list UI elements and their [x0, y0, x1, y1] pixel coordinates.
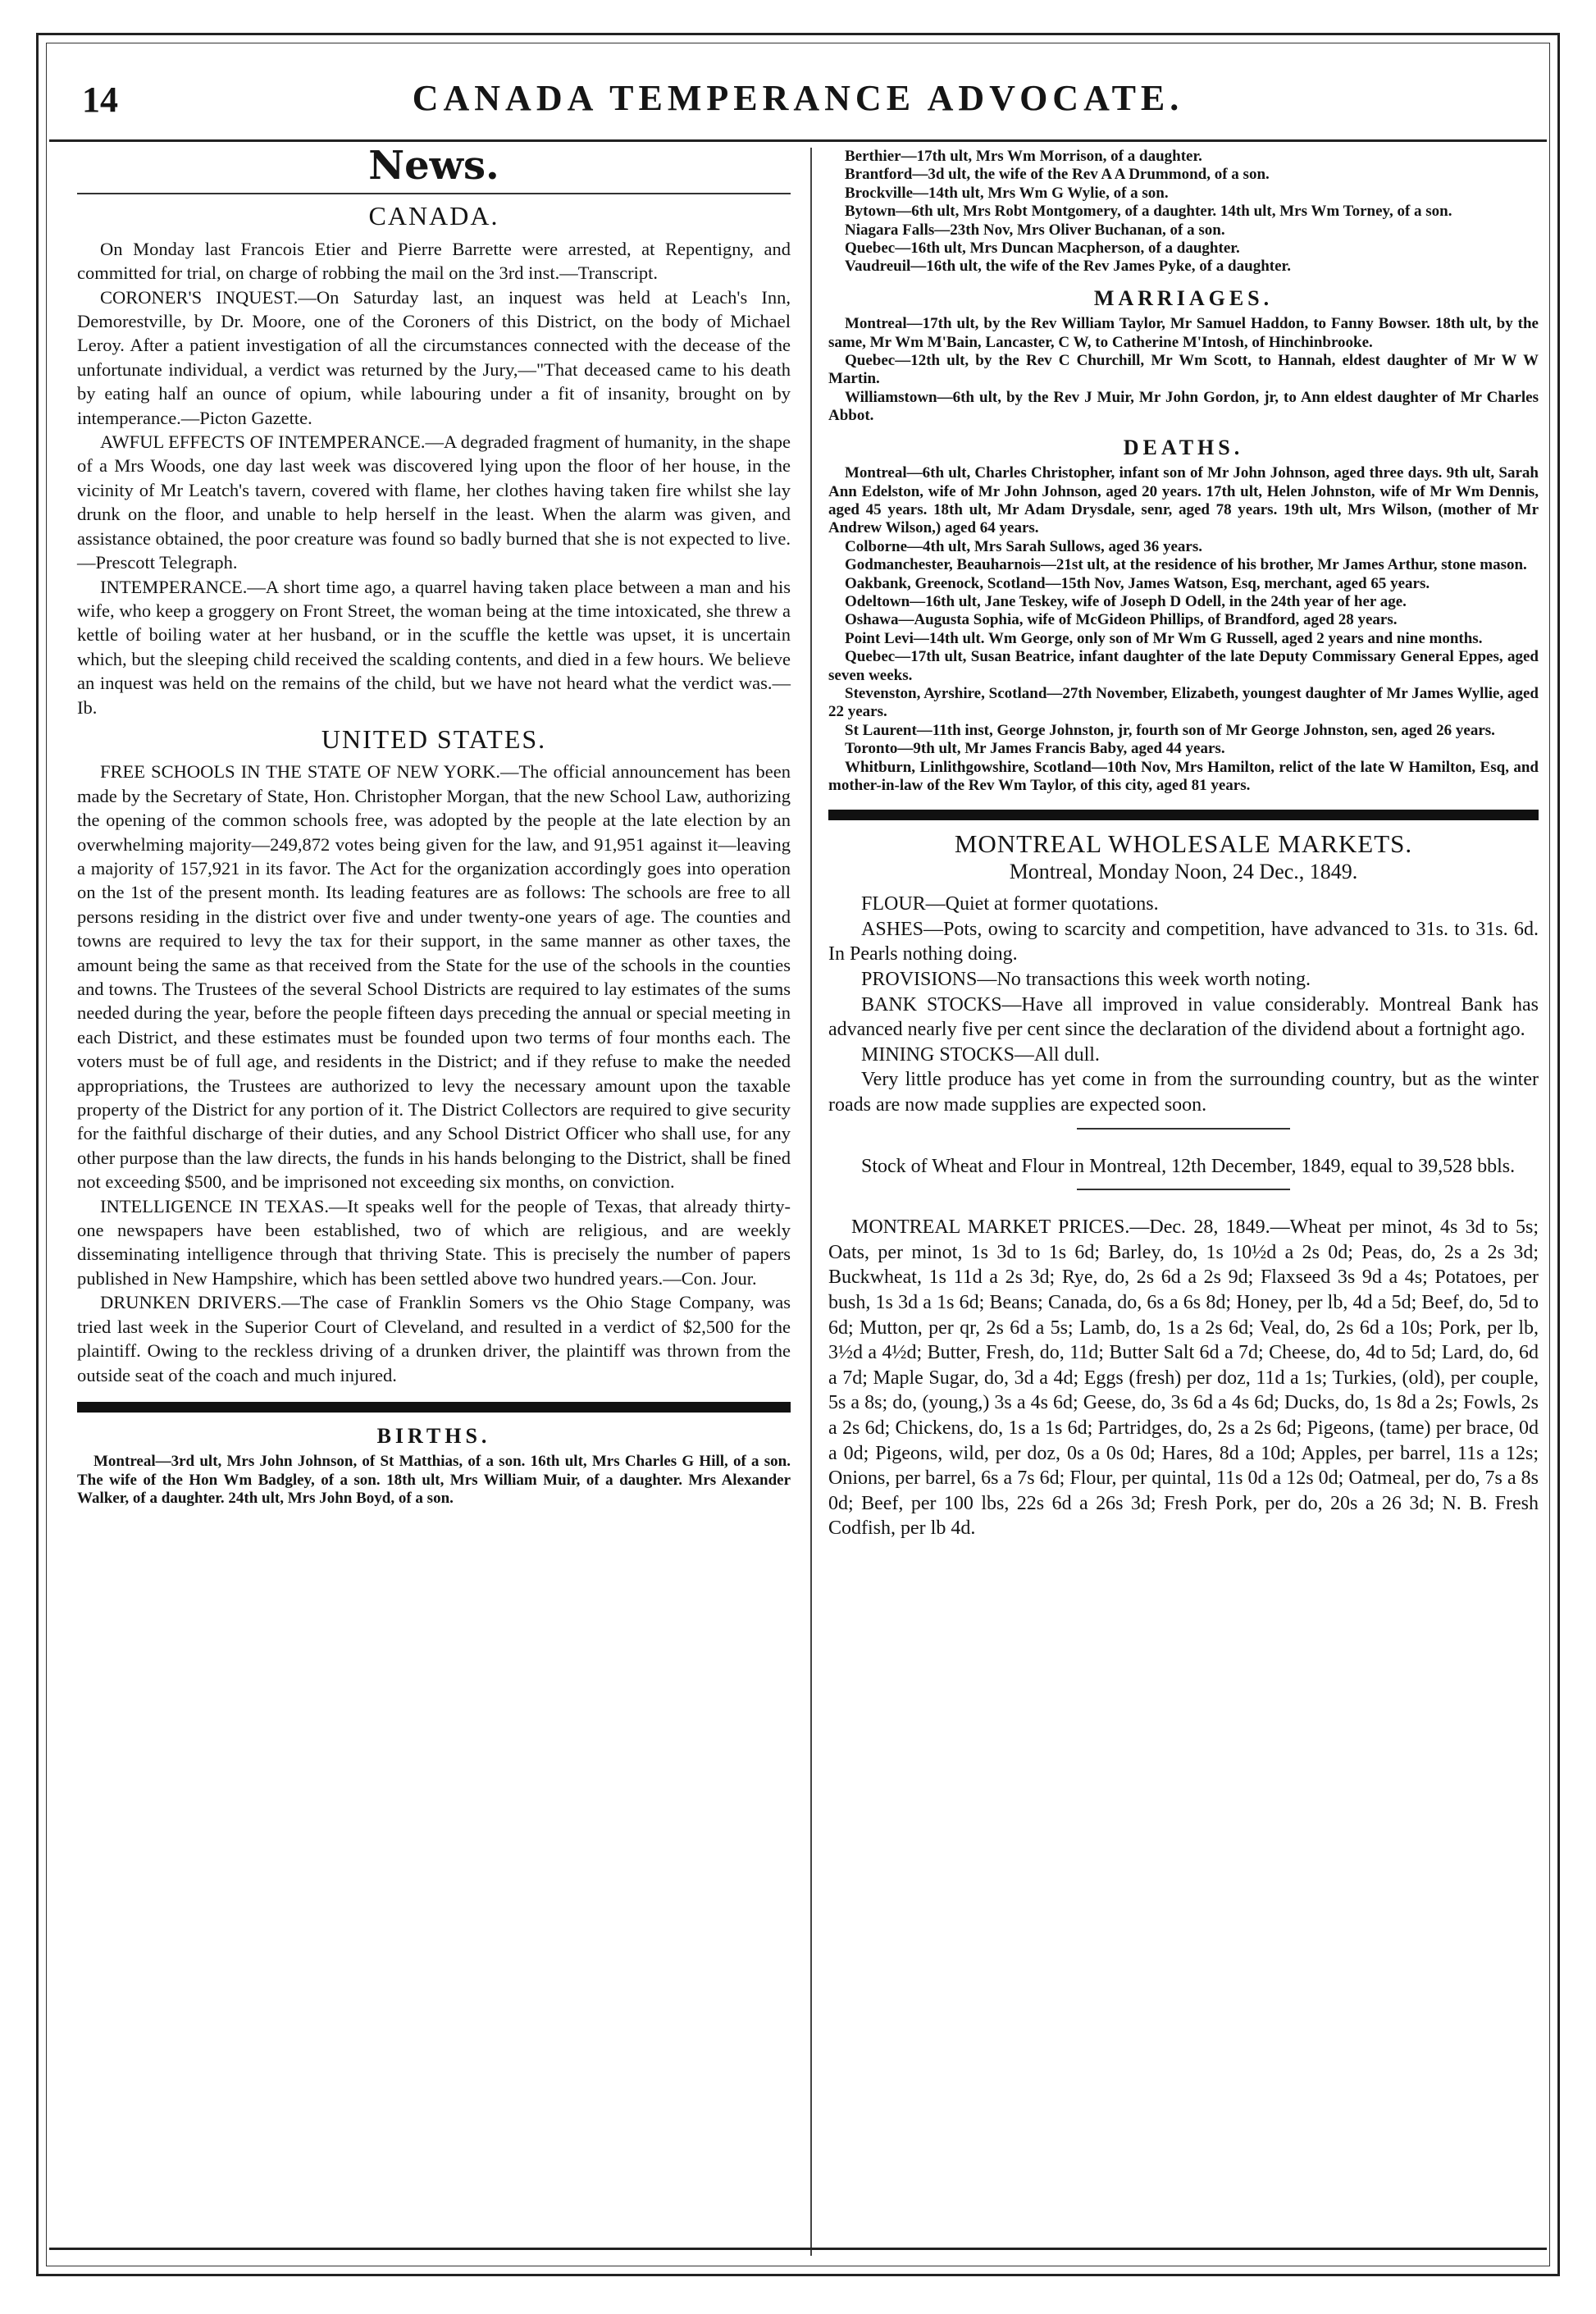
notice-item: Berthier—17th ult, Mrs Wm Morrison, of a daughter.: [845, 148, 1202, 165]
right-column: [828, 148, 1539, 1541]
market-prices-block: [828, 1215, 1539, 1541]
notice-item: Oakbank, Greenock, Scotland—15th Nov, James Watson, Esq, merchant, aged 65 years.: [845, 574, 1430, 592]
notice-item: St Laurent—11th inst, George Johnston, jr, fourth son of Mr George Johnston, sen, aged 26 years.: [845, 721, 1495, 739]
news-item: DRUNKEN DRIVERS.—The case of Franklin Somers vs the Ohio Stage Company, was tried last week in the Superior Court of Cleveland, and resulted in a verdict of $2,500 for the plaintiff. Owing to the reckless driving of a drunken driver, the plaintiff was thrown from the outside seat of the coach and much injured.: [77, 1292, 791, 1385]
market-item: Very little produce has yet come in from the surrounding country, but as the winter roads are now made supplies are expected soon.: [828, 1069, 1539, 1116]
marriages-notice: [828, 315, 1539, 425]
bottom-rule: [49, 2248, 1547, 2250]
notice-item: Quebec—17th ult, Susan Beatrice, infant daughter of the late Deputy Commissary General Eppes, aged seven weeks.: [828, 648, 1539, 684]
rule: [77, 193, 791, 194]
notice-item: Whitburn, Linlithgowshire, Scotland—10th Nov, Mrs Hamilton, relict of the late W Hamilton, Esq, and mother-in-law of the Rev Wm Taylor, of this city, aged 81 years.: [828, 758, 1539, 794]
market-item: BANK STOCKS—Have all improved in value considerably. Montreal Bank has advanced nearly five per cent since the declaration of the dividend about a fortnight ago.: [828, 993, 1539, 1041]
marriages-heading: MARRIAGES.: [1093, 285, 1274, 310]
notice-item: Oshawa—Augusta Sophia, wife of McGideon Phillips, of Brandford, aged 28 years.: [845, 611, 1398, 629]
market-item: PROVISIONS—No transactions this week worth noting.: [861, 969, 1311, 990]
news-item: INTEMPERANCE.—A short time ago, a quarrel having taken place between a man and his wife, who keep a groggery on Front Street, the woman being at the time intoxicated, she threw a kettle of boiling water at her husband, or in the scuffle the kettle was upset, it is uncertain which, but the sleeping child received the scalding contents, and died in a few hours. We believe an inquest was held on the remains of the child, but we have not heard what the verdict was.—Ib.: [77, 576, 791, 718]
deaths-notice: [828, 464, 1539, 795]
notice-item: Bytown—6th ult, Mrs Robt Montgomery, of a daughter. 14th ult, Mrs Wm Torney, of a son.: [845, 203, 1452, 221]
rule: [1077, 1128, 1290, 1130]
notice-item: Montreal—3rd ult, Mrs John Johnson, of St Matthias, of a son. 16th ult, Mrs Charles G Hill, of a son. The wife of the Hon Wm Badgley, of a son. 18th ult, Mrs William Muir, of a daughter. Mrs Alexander Walker, of a daughter. 24th ult, Mrs John Boyd, of a son.: [77, 1453, 791, 1508]
stock-note-block: [828, 1154, 1539, 1180]
section-rule: [77, 1402, 791, 1413]
market-item: MINING STOCKS—All dull.: [861, 1043, 1100, 1066]
column-divider: [810, 148, 812, 2256]
notice-item: Quebec—12th ult, by the Rev C Churchill, Mr Wm Scott, to Hannah, eldest daughter of Mr W W Martin.: [828, 352, 1539, 388]
notice-item: Odeltown—16th ult, Jane Teskey, wife of Joseph D Odell, in the 24th year of her age.: [845, 592, 1407, 610]
market-report: [828, 892, 1539, 1117]
section-rule: [828, 810, 1539, 820]
notice-item: Brockville—14th ult, Mrs Wm G Wylie, of a son.: [845, 184, 1169, 202]
notice-item: Montreal—17th ult, by the Rev William Taylor, Mr Samuel Haddon, to Fanny Bowser. 18th ult, by the same, Mr Wm M'Bain, Lancaster, C W, to Catherine M'Intosh, of Hinchinbrooke.: [828, 315, 1539, 351]
notice-item: Montreal—6th ult, Charles Christopher, infant son of Mr John Johnson, aged three days. 9th ult, Sarah Ann Edelston, wife of Mr John Johnson, aged 20 years. 17th ult, Helen Johnston, wife of Mr Wm Dennis, aged 45 years. 18th ult, Mr Adam Drysdale, senr, aged 78 years. 19th ult, Mrs Wilson, (mother of Mr Andrew Wilson,) aged 64 years.: [828, 464, 1539, 537]
news-item: INTELLIGENCE IN TEXAS.—It speaks well for the people of Texas, that already thirty-one newspapers have been established, two of which are religious, and are weekly disseminating intelligence through that thriving State. This is precisely the number of papers published in New Hampshire, which has been settled above two hundred years.—Con. Jour.: [77, 1195, 791, 1289]
stock-note: Stock of Wheat and Flour in Montreal, 12th December, 1849, equal to 39,528 bbls.: [861, 1155, 1516, 1177]
market-item: ASHES—Pots, owing to scarcity and competition, have advanced to 31s. to 31s. 6d. In Pearls nothing doing.: [828, 918, 1539, 965]
rule: [1077, 1189, 1290, 1190]
market-item: FLOUR—Quiet at former quotations.: [861, 893, 1159, 915]
page-number: 14: [82, 80, 118, 120]
canada-heading: CANADA.: [368, 201, 499, 231]
notice-item: Brantford—3d ult, the wife of the Rev A A Drummond, of a son.: [845, 166, 1270, 184]
notice-item: Point Levi—14th ult. Wm George, only son of Mr Wm G Russell, aged 2 years and nine months.: [845, 629, 1483, 647]
header-rule: [49, 139, 1547, 142]
masthead-title: CANADA TEMPERANCE ADVOCATE.: [412, 78, 1184, 118]
news-item: On Monday last Francois Etier and Pierre Barrette were arrested, at Repentigny, and committed for trial, on charge of robbing the mail on the 3rd inst.—Transcript.: [77, 238, 791, 284]
market-heading: MONTREAL WHOLESALE MARKETS.: [954, 829, 1413, 859]
notice-item: Toronto—9th ult, Mr James Francis Baby, aged 44 years.: [845, 740, 1225, 758]
united-states-heading: UNITED STATES.: [321, 723, 547, 754]
deaths-heading: DEATHS.: [1123, 435, 1244, 459]
market-prices: MONTREAL MARKET PRICES.—Dec. 28, 1849.—Wheat per minot, 4s 3d to 5s; Oats, per minot, 1s 3d to 1s 6d; Barley, do, 1s 10½d a 2s 0d; Peas, do, 2s a 2s 3d; Buckwheat, 1s 11d a 2s 3d; Rye, do, 2s 6d a 2s 9d; Flaxseed 3s 9d a 4s; Potatoes, per bush, 1s 3d a 1s 6d; Beans; Canada, do, 6s a 6s 8d; Honey, per lb, 4d a 5d; Beef, do, 5d to 6d; Mutton, per qr, 2s 6d a 5s; Lamb, do, 1s a 2s 6d; Veal, do, 2s 6d a 10s; Pork, per lb, 3½d a 4½d; Butter, Fresh, do, 11d; Butter Salt 6d a 7d; Cheese, do, 4d to 5d; Lard, do, 6d a 7d; Maple Sugar, do, 3d a 4d; Eggs (fresh) per doz, 11d a 1s; Turkies, (old), per couple, 5s a 8s; do, (young,) 3s a 4s 6d; Geese, do, 3s 6d a 4s 6d; Ducks, do, 1s 8d a 2s; Fowls, 2s a 2s 6d; Chickens, do, 1s a 1s 6d; Partridges, do, 2s a 2s 6d; Pigeons, (tame) per brace, 0d a 0d; Pigeons, wild, per doz, 0s a 0s 0d; Hares, 8d a 10d; Apples, per barrel, 11s a 12s; Onions, per barrel, 6s a 7s 6d; Flour, per quintal, 11s 0d a 12s 0d; Oatmeal, per do, 7s a 8s 0d; Beef, per 100 lbs, 22s 6d a 26s 3d; Fresh Pork, per do, 20s a 26 3d; N. B. Fresh Codfish, per lb 4d.: [828, 1216, 1539, 1540]
births-heading: BIRTHS.: [376, 1423, 491, 1448]
news-item: FREE SCHOOLS IN THE STATE OF NEW YORK.—The official announcement has been made by the Secretary of State, Hon. Christopher Morgan, that the new School Law, authorizing the opening of the common schools free, was adopted by the people at the late election by an overwhelming majority—249,872 votes being given for the law, and 91,951 against it—leaving a majority of 157,921 in its favor. The Act for the organization accordingly goes into operation on the 1st of the present month. Its leading features are as follows: The schools are free to all persons residing in the district over five and under twenty-one years of age. The counties and towns are required to levy the tax for their support, in the same manner as other taxes, the amount being the same as that received from the State for the use of the schools in the counties and towns. The Trustees of the several School Districts are required to lay estimates of the sums needed during the year, before the people fifteen days preceding the annual or special meeting in each District, and these estimates must be founded upon two terms of four months each. The voters must be of full age, and residents in the District; and if they refuse to make the needed appropriations, the Trustees are authorized to levy the necessary amount upon the taxable property of the District for any portion of it. The District Collectors are required to give security for the faithful discharge of their duties, and any School District Officer who shall use, for any other purpose than the law directs, the funds in his hands belonging to the District, shall be fined not exceeding $500, and be imprisoned not exceeding six months, on conviction.: [77, 761, 791, 1193]
notice-item: Vaudreuil—16th ult, the wife of the Rev James Pyke, of a daughter.: [845, 258, 1291, 276]
notice-item: Colborne—4th ult, Mrs Sarah Sullows, aged 36 years.: [845, 537, 1202, 555]
left-column: [77, 143, 791, 1508]
notice-item: Niagara Falls—23th Nov, Mrs Oliver Buchanan, of a son.: [845, 221, 1225, 239]
births-notice: [77, 1453, 791, 1508]
news-item: AWFUL EFFECTS OF INTEMPERANCE.—A degraded fragment of humanity, in the shape of a Mrs Woods, one day last week was discovered lying upon the floor of her house, in the vicinity of Mr Leatch's tavern, covered with flame, her clothes having taken fire whilst she lay drunk on the floor, and unable to help herself in the least. When the alarm was given, and assistance obtained, the poor creature was found so badly burned that she is not expected to live.—Prescott Telegraph.: [77, 431, 791, 573]
notice-item: Quebec—16th ult, Mrs Duncan Macpherson, of a daughter.: [845, 240, 1240, 258]
news-section-title: News.: [368, 143, 499, 189]
market-dateline: Montreal, Monday Noon, 24 Dec., 1849.: [1009, 859, 1358, 883]
page-header: [49, 66, 1547, 139]
births-continued: [828, 148, 1539, 276]
notice-item: Stevenston, Ayrshire, Scotland—27th November, Elizabeth, youngest daughter of Mr James Wyllie, aged 22 years.: [828, 684, 1539, 721]
notice-item: Godmanchester, Beauharnois—21st ult, at the residence of his brother, Mr James Arthur, stone mason.: [845, 556, 1527, 574]
notice-item: Williamstown—6th ult, by the Rev J Muir, Mr John Gordon, jr, to Ann eldest daughter of Mr Charles Abbot.: [828, 388, 1539, 425]
news-item: CORONER'S INQUEST.—On Saturday last, an inquest was held at Leach's Inn, Demorestville, by Dr. Moore, one of the Coroners of this District, on the body of Michael Leroy. After a patient investigation of all the circumstances connected with the decease of the unfortunate individual, a verdict was returned by the Jury,—"That deceased came to his death by eating half an ounce of opium, while labouring under a fit of insanity, brought on by intemperance.—Picton Gazette.: [77, 286, 791, 428]
